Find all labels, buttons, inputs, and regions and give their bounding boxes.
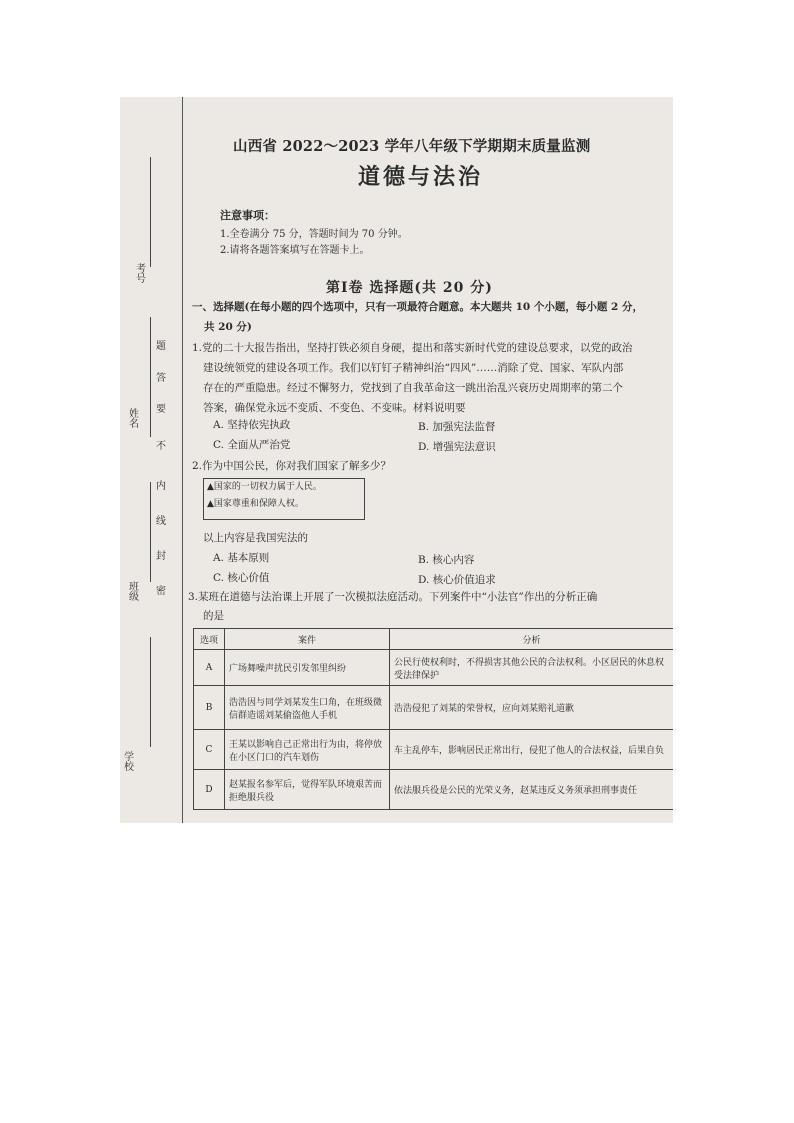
table-header-row bbox=[194, 629, 674, 650]
q2-tail: 以上内容是我国宪法的 bbox=[203, 532, 308, 544]
row-analysis: 依法服兵役是公民的光荣义务，赵某违反义务须承担刑事责任 bbox=[390, 770, 674, 810]
q1-option-c: C. 全面从严治党 bbox=[213, 439, 291, 451]
row-analysis: 车主乱停车，影响居民正常出行，侵犯了他人的合法权益，后果自负 bbox=[390, 730, 674, 770]
notice-heading: 注意事项： bbox=[220, 209, 275, 222]
q2-quote-box bbox=[203, 478, 365, 520]
seal-char: 封 bbox=[156, 551, 166, 562]
row-case: 广场舞噪声扰民引发邻里纠纷 bbox=[225, 650, 390, 686]
name-label: 姓名 bbox=[129, 409, 139, 430]
section-instruction: 共 20 分) bbox=[204, 321, 252, 333]
class-label: 班级 bbox=[129, 582, 139, 603]
q2-option-b: B. 核心内容 bbox=[418, 554, 475, 566]
section-instruction: 一、选择题(在每小题的四个选项中，只有一项最符合题意。本大题共 10 个小题，每小题 2 分， bbox=[192, 301, 644, 313]
seal-char: 线 bbox=[156, 516, 166, 527]
exam-title: 山西省 2022～2023 学年八年级下学期期末质量监测 bbox=[233, 138, 591, 155]
table-row bbox=[194, 730, 674, 770]
row-analysis: 公民行使权利时，不得损害其他公民的合法权利。小区居民的休息权受法律保护 bbox=[390, 650, 674, 686]
row-option: A bbox=[194, 650, 225, 686]
seal-char: 内 bbox=[156, 481, 166, 492]
q2-option-c: C. 核心价值 bbox=[213, 572, 270, 584]
row-option: D bbox=[194, 770, 225, 810]
exam-paper-photo bbox=[120, 97, 673, 823]
q2-option-d: D. 核心价值追求 bbox=[418, 574, 496, 586]
q2-box-line: ▲国家尊重和保障人权。 bbox=[207, 499, 304, 509]
q2-box-line: ▲国家的一切权力属于人民。 bbox=[207, 482, 322, 492]
q3-case-table bbox=[193, 628, 673, 810]
q1-option-b: B. 加强宪法监督 bbox=[418, 421, 496, 433]
q1-option-a: A. 坚持依宪执政 bbox=[213, 419, 291, 431]
q1-line: 1.党的二十大报告指出，坚持打铁必须自身硬，提出和落实新时代党的建设总要求，以党的政治 bbox=[192, 342, 633, 354]
q1-option-d: D. 增强宪法意识 bbox=[418, 441, 496, 453]
q2-stem: 2.作为中国公民，你对我们国家了解多少？ bbox=[192, 460, 392, 472]
row-case: 王某以影响自己正常出行为由，将停放在小区门口的汽车划伤 bbox=[225, 730, 390, 770]
table-header: 案件 bbox=[225, 629, 390, 650]
row-case: 浩浩因与同学刘某发生口角，在班级微信群造谣刘某偷盗他人手机 bbox=[225, 686, 390, 730]
notice-item: 1.全卷满分 75 分，答题时间为 70 分钟。 bbox=[220, 229, 408, 240]
q1-line: 建设统领党的建设各项工作。我们以钉钉子精神纠治“四风”……消除了党、国家、军队内部 bbox=[203, 362, 624, 374]
subject-title: 道德与法治 bbox=[358, 164, 484, 190]
q1-line: 答案，确保党永远不变质、不变色、不变味。材料说明要 bbox=[203, 402, 466, 414]
exam-no-label: 考号 bbox=[136, 264, 146, 285]
row-case: 赵某报名参军后，觉得军队环境艰苦而拒绝服兵役 bbox=[225, 770, 390, 810]
binding-line bbox=[182, 97, 183, 823]
binding-strip bbox=[120, 97, 184, 823]
q3-stem: 的是 bbox=[203, 610, 224, 622]
table-row bbox=[194, 650, 674, 686]
q3-stem: 3.某班在道德与法治课上开展了一次模拟法庭活动。下列案件中“小法官”作出的分析正确 bbox=[188, 591, 598, 603]
table-row bbox=[194, 686, 674, 730]
q2-option-a: A. 基本原则 bbox=[213, 552, 270, 564]
seal-char: 题 bbox=[156, 341, 166, 352]
seal-char: 答 bbox=[156, 373, 166, 384]
row-analysis: 浩浩侵犯了刘某的荣誉权，应向刘某赔礼道歉 bbox=[390, 686, 674, 730]
q1-line: 存在的严重隐患。经过不懈努力，党找到了自我革命这一跳出治乱兴衰历史周期率的第二个 bbox=[203, 382, 623, 394]
table-header: 选项 bbox=[194, 629, 225, 650]
seal-char: 要 bbox=[156, 404, 166, 415]
row-option: C bbox=[194, 730, 225, 770]
table-header: 分析 bbox=[390, 629, 674, 650]
seal-char: 密 bbox=[156, 586, 166, 597]
seal-char: 不 bbox=[156, 441, 166, 452]
section-title: 第Ⅰ卷 选择题(共 20 分) bbox=[326, 280, 493, 296]
row-option: B bbox=[194, 686, 225, 730]
notice-item: 2.请将各题答案填写在答题卡上。 bbox=[220, 245, 370, 256]
table-row bbox=[194, 770, 674, 810]
school-label: 学校 bbox=[124, 752, 134, 773]
